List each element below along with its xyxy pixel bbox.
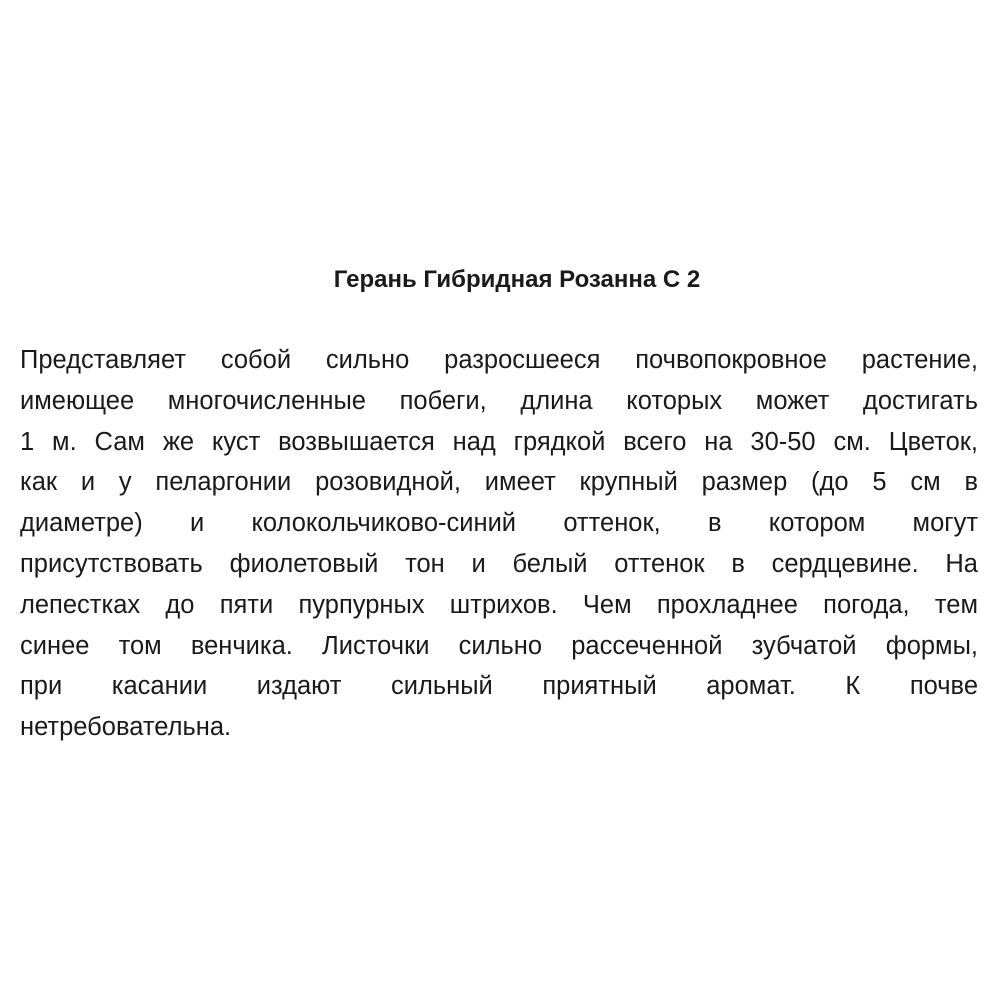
paragraph-line: 1 м. Сам же куст возвышается над грядкой всего на 30-50 см. Цветок, bbox=[20, 427, 978, 456]
paragraph-line: Представляет собой сильно разросшееся почвопокровное растение, bbox=[20, 346, 978, 374]
paragraph-line: диаметре) и колокольчиково-синий оттенок, в котором могут bbox=[20, 509, 978, 538]
paragraph-line: синее том венчика. Листочки сильно рассеченной зубчатой формы, bbox=[20, 631, 978, 660]
paragraph-line: при касании издают сильный приятный аромат. К почве bbox=[20, 672, 978, 701]
document-title: Герань Гибридная Розанна С 2 bbox=[333, 266, 701, 293]
document-paragraph bbox=[20, 340, 978, 748]
document bbox=[20, 258, 978, 748]
paragraph-line: как и у пеларгонии розовидной, имеет крупный размер (до 5 см в bbox=[20, 468, 978, 497]
paragraph-line: нетребовательна. bbox=[20, 713, 232, 742]
paragraph-line: имеющее многочисленные побеги, длина которых может достигать bbox=[20, 386, 978, 415]
paragraph-line: лепестках до пяти пурпурных штрихов. Чем прохладнее погода, тем bbox=[20, 590, 978, 619]
paragraph-line: присутствовать фиолетовый тон и белый оттенок в сердцевине. На bbox=[20, 549, 978, 578]
